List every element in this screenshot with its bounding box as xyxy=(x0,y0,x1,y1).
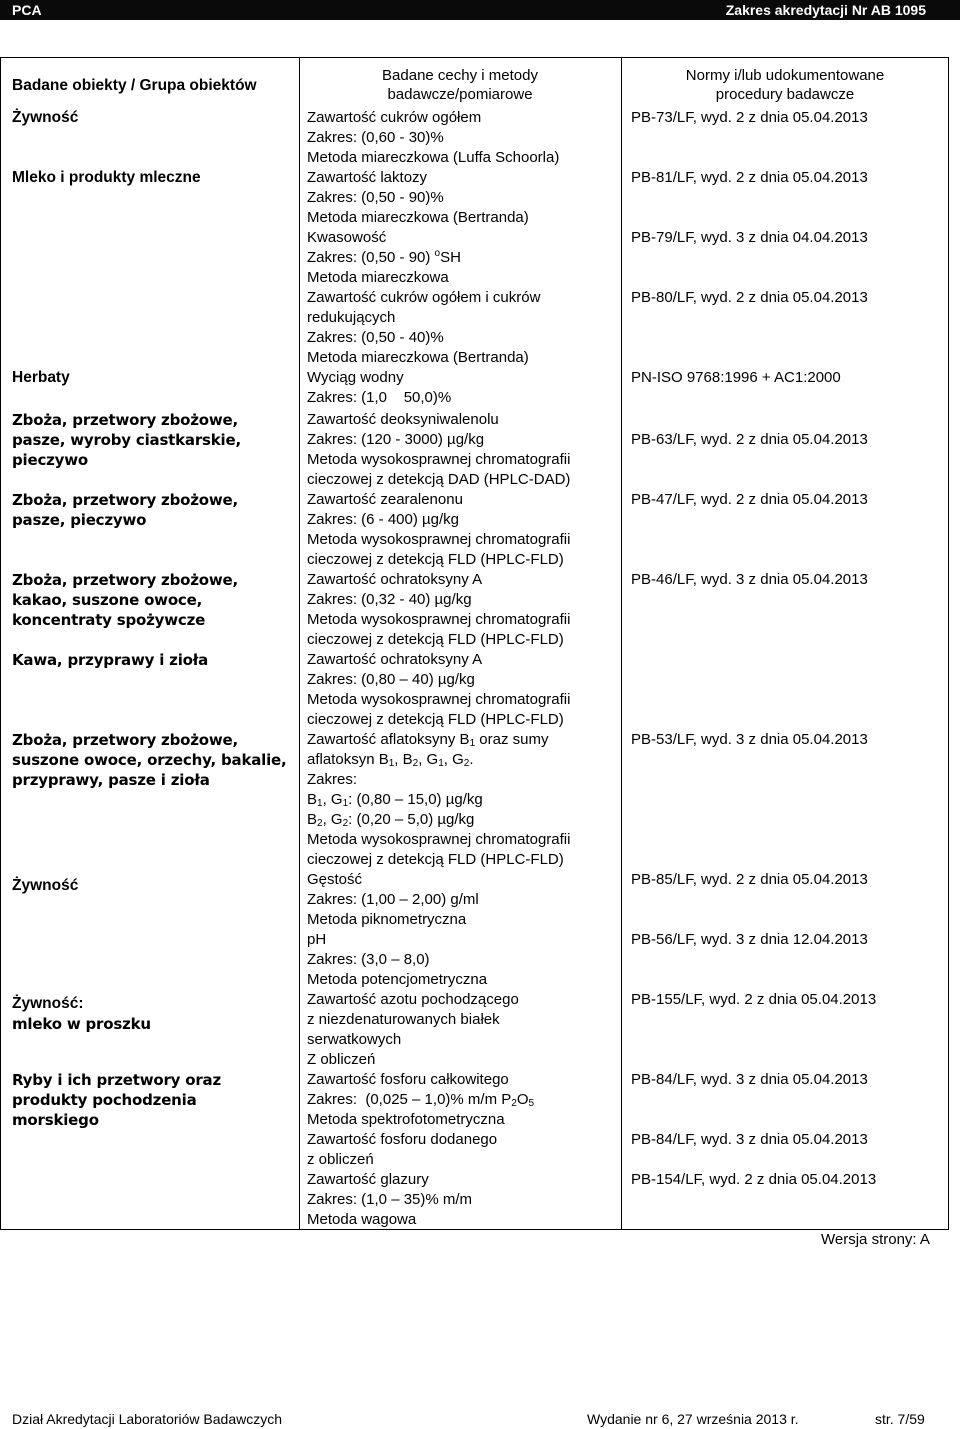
footer-page-number: str. 7/59 xyxy=(875,1411,925,1427)
norm-pb-53: PB-53/LF, wyd. 3 z dnia 05.04.2013 xyxy=(631,731,868,748)
method-kwasowosc xyxy=(307,228,617,288)
norm-pb-63: PB-63/LF, wyd. 2 z dnia 05.04.2013 xyxy=(631,431,868,448)
method-line: serwatkowych xyxy=(307,1031,402,1048)
method-line: pH xyxy=(307,931,327,948)
method-fosfor-calkowity xyxy=(307,1070,617,1130)
group-mleko: Mleko i produkty mleczne xyxy=(12,169,201,186)
method-line: Zawartość laktozy xyxy=(307,169,428,186)
method-line: Zawartość fosforu dodanego xyxy=(307,1131,498,1148)
text: Zawartość aflatoksyny B xyxy=(307,731,470,748)
method-line: Zakres: (1,0 50,0)% xyxy=(307,389,452,406)
method-line: Kwasowość xyxy=(307,229,387,246)
group-zboza-3: Zboża, przetwory zbożowe, kakao, suszone owoce, koncentraty spożywcze xyxy=(12,571,238,629)
subscript: 2 xyxy=(463,758,470,769)
norm-pb-154: PB-154/LF, wyd. 2 z dnia 05.04.2013 xyxy=(631,1171,877,1188)
method-line: cieczowej z detekcją FLD (HPLC-FLD) xyxy=(307,851,564,868)
method-line: Wyciąg wodny xyxy=(307,369,404,386)
text: : (0,80 – 15,0) µg/kg xyxy=(348,791,483,808)
method-line: Gęstość xyxy=(307,871,363,888)
method-line: Zawartość glazury xyxy=(307,1171,429,1188)
method-wyciag-wodny xyxy=(307,368,617,408)
subscript: 5 xyxy=(528,1098,535,1109)
method-line: Metoda piknometryczna xyxy=(307,911,467,928)
text: B xyxy=(307,791,318,808)
table-divider-2 xyxy=(621,57,622,1230)
norm-pb-80: PB-80/LF, wyd. 2 z dnia 05.04.2013 xyxy=(631,289,868,306)
column-header-methods-line1: Badane cechy i metody xyxy=(382,67,538,84)
norm-pb-47: PB-47/LF, wyd. 2 z dnia 05.04.2013 xyxy=(631,491,868,508)
method-fosfor-dodany xyxy=(307,1130,617,1170)
text: B xyxy=(307,811,318,828)
text: , G xyxy=(322,791,343,808)
table-border-top xyxy=(0,57,948,58)
group-zboza-1: Zboża, przetwory zbożowe, pasze, wyroby ciastkarskie, pieczywo xyxy=(12,411,241,469)
method-line: Metoda wysokosprawnej chromatografii xyxy=(307,451,571,468)
method-line: cieczowej z detekcją DAD (HPLC-DAD) xyxy=(307,471,571,488)
subscript: 2 xyxy=(317,818,323,829)
method-line: Metoda wysokosprawnej chromatografii xyxy=(307,831,571,848)
method-line: Metoda wysokosprawnej chromatografii xyxy=(307,611,571,628)
text: : (0,20 – 5,0) µg/kg xyxy=(348,811,475,828)
table-border-right xyxy=(948,57,949,1230)
method-line: Zawartość fosforu całkowitego xyxy=(307,1071,509,1088)
degree-sup: o xyxy=(434,248,441,259)
subscript: 1 xyxy=(388,758,395,769)
method-line xyxy=(307,790,617,810)
method-zearalenon xyxy=(307,490,617,570)
text: . xyxy=(469,751,474,768)
header-org: PCA xyxy=(12,2,42,18)
column-header-objects: Badane obiekty / Grupa obiektów xyxy=(12,77,257,94)
method-line: Zakres: (0,32 - 40) µg/kg xyxy=(307,591,472,608)
text: aflatoksyn B xyxy=(307,751,389,768)
subscript: 2 xyxy=(412,758,419,769)
method-aflatoksyny xyxy=(307,730,617,870)
method-line: Zakres: (120 - 3000) µg/kg xyxy=(307,431,485,448)
method-line: Metoda potencjometryczna xyxy=(307,971,488,988)
subscript: 1 xyxy=(317,798,323,809)
method-line: cieczowej z detekcją FLD (HPLC-FLD) xyxy=(307,551,564,568)
header-title: Zakres akredytacji Nr AB 1095 xyxy=(725,2,926,18)
group-kawa: Kawa, przyprawy i zioła xyxy=(12,651,209,669)
subscript: 1 xyxy=(438,758,444,769)
method-line: Zawartość cukrów ogółem xyxy=(307,109,482,126)
group-zywnosc-1: Żywność xyxy=(12,109,79,126)
column-header-methods-line2: badawcze/pomiarowe xyxy=(387,86,533,103)
column-header-methods xyxy=(300,66,620,104)
group-herbaty: Herbaty xyxy=(12,369,70,386)
method-line: Zawartość deoksyniwalenolu xyxy=(307,411,499,428)
method-line: Metoda miareczkowa xyxy=(307,269,449,286)
method-line: Zakres: (1,0 – 35)% m/m xyxy=(307,1191,473,1208)
norm-pb-85: PB-85/LF, wyd. 2 z dnia 05.04.2013 xyxy=(631,871,868,888)
method-line: redukujących xyxy=(307,309,396,326)
method-line: Metoda wysokosprawnej chromatografii xyxy=(307,691,571,708)
norm-pb-46: PB-46/LF, wyd. 3 z dnia 05.04.2013 xyxy=(631,571,868,588)
group-ryby: Ryby i ich przetwory oraz produkty pochodzenia morskiego xyxy=(12,1071,222,1129)
norm-pb-84-a: PB-84/LF, wyd. 3 z dnia 05.04.2013 xyxy=(631,1071,868,1088)
method-line: Metoda wagowa xyxy=(307,1211,417,1228)
method-line xyxy=(307,750,617,770)
method-line: Zakres: (0,50 - 90)% xyxy=(307,189,444,206)
method-line: z obliczeń xyxy=(307,1151,374,1168)
method-glazura xyxy=(307,1170,617,1230)
method-line: Metoda spektrofotometryczna xyxy=(307,1111,505,1128)
subscript: 1 xyxy=(469,738,476,749)
group-mleko-w-proszku: mleko w proszku xyxy=(12,1015,151,1033)
method-line xyxy=(307,810,617,830)
method-line: cieczowej z detekcją FLD (HPLC-FLD) xyxy=(307,631,564,648)
method-gestosc xyxy=(307,870,617,930)
subscript: 1 xyxy=(342,798,349,809)
text: oraz sumy xyxy=(475,731,549,748)
method-line: Zawartość ochratoksyny A xyxy=(307,571,483,588)
text: , B xyxy=(394,751,413,768)
column-header-norms-line1: Normy i/lub udokumentowane xyxy=(685,67,885,84)
method-cukry-ogolem xyxy=(307,108,617,168)
method-line: Zakres: (1,00 – 2,00) g/ml xyxy=(307,891,479,908)
method-line: Metoda miareczkowa (Luffa Schoorla) xyxy=(307,149,560,166)
text: O xyxy=(516,1091,529,1108)
footer-edition: Wydanie nr 6, 27 września 2013 r. xyxy=(587,1411,799,1427)
norm-pb-81: PB-81/LF, wyd. 2 z dnia 05.04.2013 xyxy=(631,169,868,186)
method-line xyxy=(307,730,617,750)
text: , G xyxy=(322,811,343,828)
group-zboza-4: Zboża, przetwory zbożowe, suszone owoce, orzechy, bakalie, przyprawy, pasze i zioła xyxy=(12,731,287,789)
subscript: 2 xyxy=(342,818,349,829)
method-ochratoksyna-1 xyxy=(307,570,617,650)
method-azot-serwatkowy xyxy=(307,990,617,1070)
footer-department: Dział Akredytacji Laboratoriów Badawczych xyxy=(12,1411,283,1427)
page-version: Wersja strony: A xyxy=(821,1231,930,1248)
range-text: Zakres: (0,50 - 90) xyxy=(307,249,435,266)
method-ochratoksyna-2 xyxy=(307,650,617,730)
column-header-norms xyxy=(622,66,948,104)
norm-pn-iso-9768: PN-ISO 9768:1996 + AC1:2000 xyxy=(631,369,841,386)
method-line: Zawartość azotu pochodzącego xyxy=(307,991,519,1008)
text: , G xyxy=(443,751,464,768)
method-line: Zawartość zearalenonu xyxy=(307,491,463,508)
group-zywnosc-3: Żywność: xyxy=(12,995,84,1012)
group-zboza-2: Zboża, przetwory zbożowe, pasze, pieczywo xyxy=(12,491,238,529)
norm-pb-84-b: PB-84/LF, wyd. 3 z dnia 05.04.2013 xyxy=(631,1131,868,1148)
method-line: Metoda miareczkowa (Bertranda) xyxy=(307,209,529,226)
method-line: Zawartość cukrów ogółem i cukrów xyxy=(307,289,541,306)
method-line: Zakres: (0,50 - 40)% xyxy=(307,329,444,346)
norm-pb-155: PB-155/LF, wyd. 2 z dnia 05.04.2013 xyxy=(631,991,877,1008)
method-line: Zakres: (3,0 – 8,0) xyxy=(307,951,430,968)
method-line: Zakres: (0,60 - 30)% xyxy=(307,129,444,146)
table-border-left xyxy=(0,57,1,1230)
method-line: cieczowej z detekcją FLD (HPLC-FLD) xyxy=(307,711,564,728)
table-divider-1 xyxy=(299,57,300,1230)
method-ph xyxy=(307,930,617,990)
method-laktoza xyxy=(307,168,617,228)
method-deoksyniwalenol xyxy=(307,410,617,490)
method-line: Zakres: (0,80 – 40) µg/kg xyxy=(307,671,475,688)
column-header-norms-line2: procedury badawcze xyxy=(715,86,855,103)
method-line: Z obliczeń xyxy=(307,1051,376,1068)
method-line: Metoda wysokosprawnej chromatografii xyxy=(307,531,571,548)
method-line: Metoda miareczkowa (Bertranda) xyxy=(307,349,529,366)
norm-pb-73: PB-73/LF, wyd. 2 z dnia 05.04.2013 xyxy=(631,109,868,126)
method-line xyxy=(307,1090,617,1110)
subscript: 2 xyxy=(511,1098,517,1109)
text: Zakres: (0,025 – 1,0)% m/m P xyxy=(307,1091,512,1108)
unit-text: SH xyxy=(440,249,461,266)
method-line: z niezdenaturowanych białek xyxy=(307,1011,500,1028)
text: , G xyxy=(418,751,439,768)
norm-pb-56: PB-56/LF, wyd. 3 z dnia 12.04.2013 xyxy=(631,931,868,948)
method-line xyxy=(307,248,617,268)
method-cukry-redukujace xyxy=(307,288,617,368)
method-line: Zawartość ochratoksyny A xyxy=(307,651,483,668)
group-zywnosc-2: Żywność xyxy=(12,877,79,894)
norm-pb-79: PB-79/LF, wyd. 3 z dnia 04.04.2013 xyxy=(631,229,868,246)
method-line: Zakres: (6 - 400) µg/kg xyxy=(307,511,460,528)
method-line: Zakres: xyxy=(307,771,358,788)
document-header-bar xyxy=(0,0,960,20)
